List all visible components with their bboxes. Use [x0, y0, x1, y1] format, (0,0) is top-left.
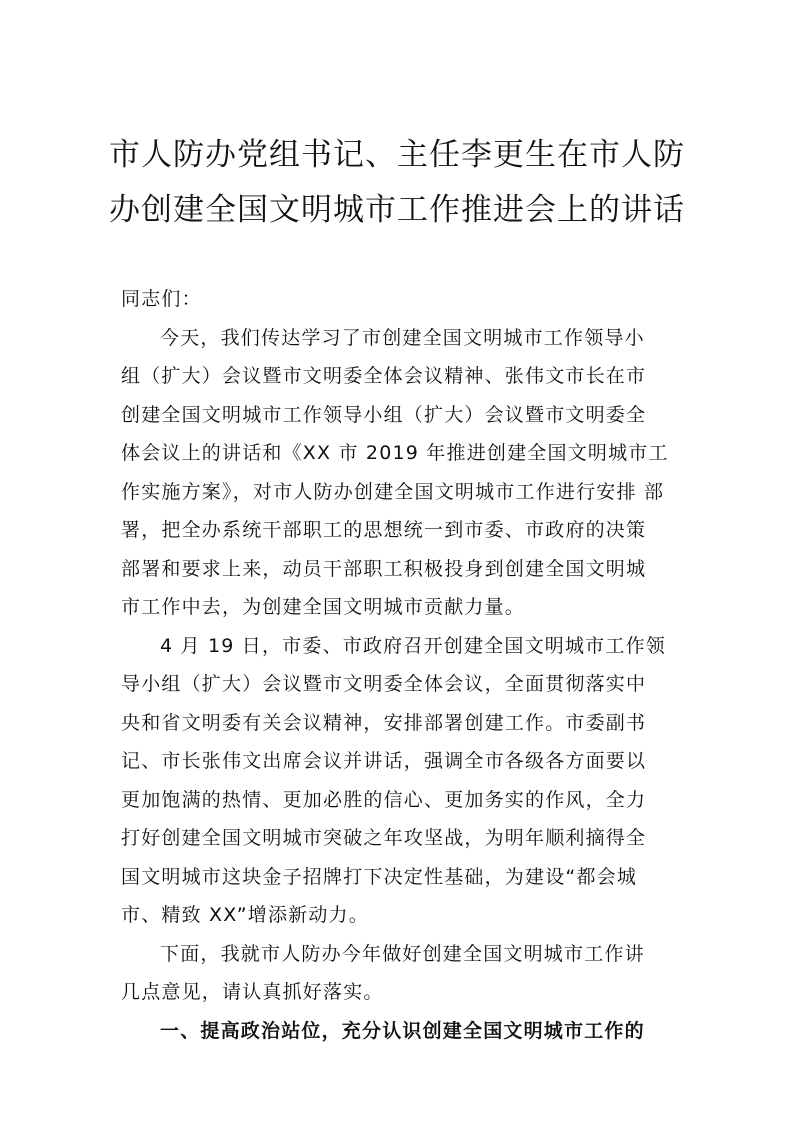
paragraph-line: 国文明城市这块金子招牌打下决定性基础，为建设“都会城 — [121, 865, 638, 888]
paragraph-1 — [121, 319, 677, 627]
salutation: 同志们： — [121, 288, 202, 310]
paragraph-line: 今天，我们传达学习了市创建全国文明城市工作领导小 — [160, 326, 645, 349]
section-heading: 一、提高政治站位，充分认识创建全国文明城市工作的 — [160, 1019, 645, 1042]
title-line-2: 办创建全国文明城市工作推进会上的讲话 — [109, 192, 685, 228]
paragraph-line: 创建全国文明城市工作领导小组（扩大）会议暨市文明委全 — [121, 403, 647, 426]
paragraph-line: 更加饱满的热情、更加必胜的信心、更加务实的作风，全力 — [121, 788, 647, 811]
paragraph-2 — [121, 627, 677, 935]
document-title — [100, 128, 694, 238]
paragraph-line: 打好创建全国文明城市突破之年攻坚战，为明年顺利摘得全 — [121, 827, 647, 849]
paragraph-line: 市工作中去，为创建全国文明城市贡献力量。 — [121, 596, 526, 618]
paragraph-line: 央和省文明委有关会议精神，安排部署创建工作。市委副书 — [121, 711, 647, 734]
paragraph-line: 导小组（扩大）会议暨市文明委全体会议，全面贯彻落实中 — [121, 673, 647, 695]
paragraph-line: 作实施方案》，对市人防办创建全国文明城市工作进行安排 部 — [121, 480, 665, 503]
paragraph-3 — [121, 935, 677, 1012]
paragraph-line: 下面，我就市人防办今年做好创建全国文明城市工作讲 — [160, 942, 645, 965]
paragraph-line: 几点意见，请认真抓好落实。 — [121, 981, 384, 1003]
paragraph-line: 4 月 19 日，市委、市政府召开创建全国文明城市工作领 — [160, 634, 666, 657]
paragraph-line: 部署和要求上来，动员干部职工积极投身到创建全国文明城 — [121, 557, 647, 580]
document-body — [121, 280, 677, 1050]
paragraph-line: 市、精致 XX”增添新动力。 — [121, 904, 369, 926]
paragraph-line: 组（扩大）会议暨市文明委全体会议精神、张伟文市长在市 — [121, 365, 647, 387]
paragraph-line: 署，把全办系统干部职工的思想统一到市委、市政府的决策 — [121, 519, 647, 541]
title-line-1: 市人防办党组书记、主任李更生在市人防 — [109, 137, 685, 173]
paragraph-line: 记、市长张伟文出席会议并讲话，强调全市各级各方面要以 — [121, 750, 647, 772]
paragraph-line: 体会议上的讲话和《XX 市 2019 年推进创建全国文明城市工 — [121, 442, 669, 464]
